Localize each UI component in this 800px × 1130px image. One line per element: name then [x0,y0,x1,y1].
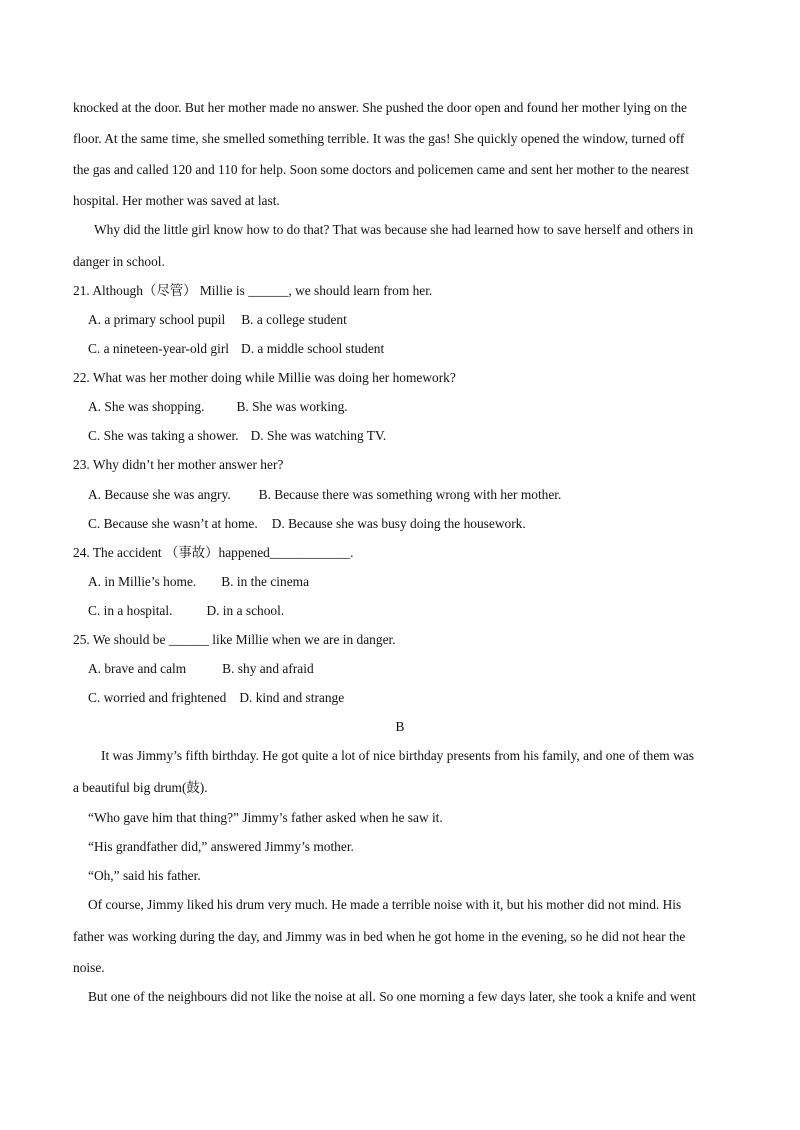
section-b-line-4: “His grandfather did,” answered Jimmy’s mother. [88,839,354,854]
question-23-options-row-2 [88,516,526,532]
section-b-heading: B [395,719,405,734]
question-23-stem: 23. Why didn’t her mother answer her? [73,457,284,472]
question-23-option-a[interactable]: A. Because she was angry. [88,487,231,502]
passage-a-line-4: hospital. Her mother was saved at last. [73,193,280,208]
question-25-option-b[interactable]: B. shy and afraid [222,661,314,676]
question-21-option-a[interactable]: A. a primary school pupil [88,312,226,327]
question-24-option-b[interactable]: B. in the cinema [221,574,310,589]
question-22-options-row-2 [88,428,386,444]
section-b-line-1: It was Jimmy’s fifth birthday. He got quite a lot of nice birthday presents from his family, and one of them was [101,748,694,763]
passage-a-line-5: Why did the little girl know how to do that? That was because she had learned how to save herself and others in [94,222,694,237]
section-b-line-8: noise. [73,960,105,975]
question-24-option-c[interactable]: C. in a hospital. [88,603,173,618]
question-24-option-d[interactable]: D. in a school. [206,603,285,618]
passage-a-line-3: the gas and called 120 and 110 for help. Soon some doctors and policemen came and sent her mother to the nearest [73,162,690,177]
question-24-options-row-1 [88,574,309,590]
question-22-option-c[interactable]: C. She was taking a shower. [88,428,239,443]
passage-a-line-6: danger in school. [73,254,165,269]
question-24-options-row-2 [88,603,284,619]
question-25-option-d[interactable]: D. kind and strange [239,690,345,705]
passage-a-line-1: knocked at the door. But her mother made no answer. She pushed the door open and found her mother lying on the [73,100,687,115]
question-23-option-d[interactable]: D. Because she was busy doing the housework. [271,516,526,531]
question-21-options-row-2 [88,341,384,357]
question-22-option-d[interactable]: D. She was watching TV. [250,428,387,443]
question-25-option-a[interactable]: A. brave and calm [88,661,187,676]
section-b-line-9: But one of the neighbours did not like the noise at all. So one morning a few days later, she took a knife and went [88,989,696,1004]
section-b-line-6: Of course, Jimmy liked his drum very much. He made a terrible noise with it, but his mother did not mind. His [88,897,682,912]
question-23-option-b[interactable]: B. Because there was something wrong with her mother. [258,487,562,502]
question-25-option-c[interactable]: C. worried and frightened [88,690,227,705]
question-22-options-row-1 [88,399,348,415]
question-23-option-c[interactable]: C. Because she wasn’t at home. [88,516,258,531]
section-b-line-5: “Oh,” said his father. [88,868,201,883]
question-21-stem: 21. Although（尽管） Millie is ______, we should learn from her. [73,283,433,298]
passage-a-line-2: floor. At the same time, she smelled something terrible. It was the gas! She quickly opened the window, turned off [73,131,685,146]
section-b-line-2: a beautiful big drum(鼓). [73,780,208,795]
question-21-options-row-1 [88,312,347,328]
question-21-option-d[interactable]: D. a middle school student [241,341,385,356]
question-23-options-row-1 [88,487,561,503]
question-25-stem: 25. We should be ______ like Millie when we are in danger. [73,632,396,647]
question-21-option-b[interactable]: B. a college student [241,312,347,327]
question-24-option-a[interactable]: A. in Millie’s home. [88,574,197,589]
question-22-option-a[interactable]: A. She was shopping. [88,399,205,414]
question-22-option-b[interactable]: B. She was working. [236,399,348,414]
question-22-stem: 22. What was her mother doing while Millie was doing her homework? [73,370,456,385]
question-25-options-row-2 [88,690,344,706]
question-21-option-c[interactable]: C. a nineteen-year-old girl [88,341,230,356]
question-25-options-row-1 [88,661,314,677]
question-24-stem: 24. The accident （事故）happened____________. [73,545,354,560]
section-b-line-7: father was working during the day, and Jimmy was in bed when he got home in the evening, so he did not hear the [73,929,686,944]
section-b-line-3: “Who gave him that thing?” Jimmy’s father asked when he saw it. [88,810,443,825]
